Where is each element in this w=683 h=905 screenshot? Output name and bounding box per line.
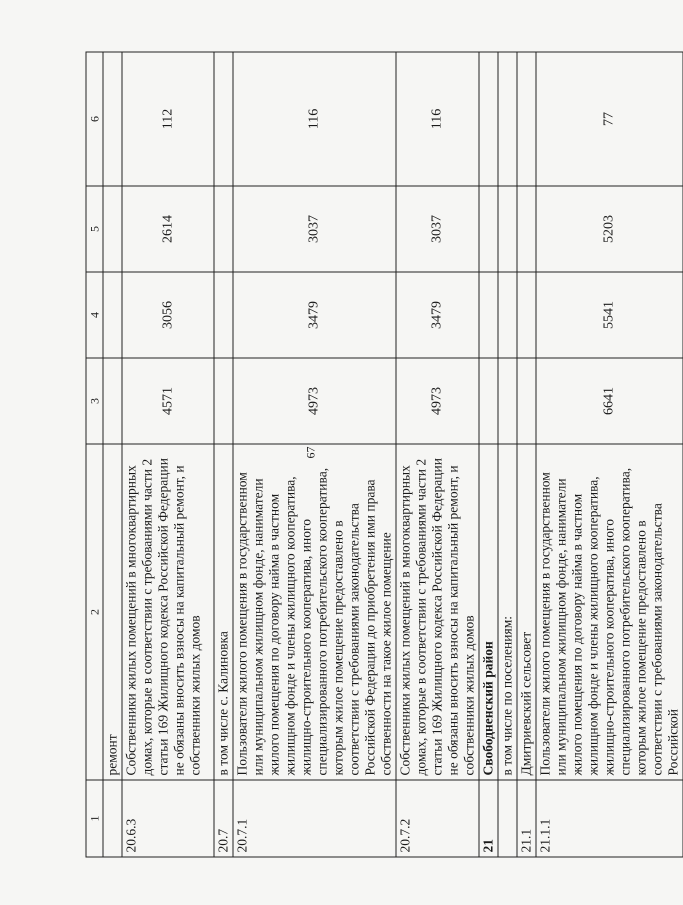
row-code: 21.1 (517, 780, 536, 857)
row-name: в том числе с. Калиновка (214, 444, 233, 780)
row-name: Пользователи жилого помещения в государственном или муниципальном жилищном фонде, наниматели жилого помещения по договору найма в частном жилищном фонде и члены жилищного кооператива, жилищно-строительного кооператива, иного специализированного потребительского кооператива, которым жилое помещение предоставлено в соответствии с требованиями законодательства Российской Федерации до приобретения ими права собственности на такое жилое помещение (233, 444, 396, 780)
header-cell: 3 (86, 358, 103, 444)
table-row (233, 52, 396, 857)
row-name: Собственники жилых помещений в многоквартирных домах, которые в соответствии с требованиями части 2 статьи 169 Жилищного кодекса Российской Федерации не обязаны вносить взносы на капитальный ремонт, и собственники жилых домов (122, 444, 214, 780)
row-value-4 (479, 272, 498, 358)
row-name: Собственники жилых помещений в многоквартирных домах, которые в соответствии с требованиями части 2 статьи 169 Жилищного кодекса Российской Федерации не обязаны вносить взносы на капитальный ремонт, и собственники жилых домов (396, 444, 479, 780)
row-value-5: 3037 (396, 186, 479, 272)
row-code: 20.7.1 (233, 780, 396, 857)
row-value-4: 3479 (396, 272, 479, 358)
row-code: 21.1.1 (536, 780, 683, 857)
row-value-3: 4973 (396, 358, 479, 444)
table-row (122, 52, 214, 857)
header-cell: 6 (86, 52, 103, 186)
header-cell: 5 (86, 186, 103, 272)
row-value-3: 4973 (233, 358, 396, 444)
table-row (517, 52, 536, 857)
row-value-4 (103, 272, 122, 358)
row-value-6: 112 (122, 52, 214, 186)
row-value-3 (517, 358, 536, 444)
table-row (103, 52, 122, 857)
table-row (396, 52, 479, 857)
row-value-3 (103, 358, 122, 444)
header-cell: 2 (86, 444, 103, 780)
row-value-5 (479, 186, 498, 272)
table-header-row (86, 52, 103, 857)
row-value-4: 3479 (233, 272, 396, 358)
row-code: 20.6.3 (122, 780, 214, 857)
row-value-6: 77 (536, 52, 683, 186)
row-value-4: 3056 (122, 272, 214, 358)
row-value-6 (498, 52, 517, 186)
row-value-3: 6641 (536, 358, 683, 444)
page-number: 67 (303, 446, 318, 459)
row-value-6 (479, 52, 498, 186)
tariff-table (85, 51, 683, 857)
header-cell: 4 (86, 272, 103, 358)
row-code (103, 780, 122, 857)
rotated-table-frame (85, 52, 680, 857)
row-name: ремонт (103, 444, 122, 780)
row-value-5: 2614 (122, 186, 214, 272)
row-value-3: 4571 (122, 358, 214, 444)
row-value-6: 116 (233, 52, 396, 186)
row-name: Свободненский район (479, 444, 498, 780)
row-value-5 (214, 186, 233, 272)
row-value-3 (479, 358, 498, 444)
row-value-5 (103, 186, 122, 272)
row-code: 21 (479, 780, 498, 857)
table-row (498, 52, 517, 857)
row-value-4 (214, 272, 233, 358)
row-value-3 (498, 358, 517, 444)
table-row (536, 52, 683, 857)
row-value-4: 5541 (536, 272, 683, 358)
row-name: Дмитриевский сельсовет (517, 444, 536, 780)
row-value-4 (498, 272, 517, 358)
row-name: в том числе по поселениям: (498, 444, 517, 780)
row-code: 20.7 (214, 780, 233, 857)
row-value-5 (498, 186, 517, 272)
table-row (214, 52, 233, 857)
row-name: Пользователи жилого помещения в государственном или муниципальном жилищном фонде, наниматели жилого помещения по договору найма в частном жилищном фонде и члены жилищного кооператива, жилищно-строительного кооператива, иного специализированного потребительского кооператива, которым жилое помещение предоставлено в соответствии с требованиями законодательства Российской (536, 444, 683, 780)
row-code (498, 780, 517, 857)
table-row-district (479, 52, 498, 857)
row-value-5 (517, 186, 536, 272)
row-value-4 (517, 272, 536, 358)
row-value-3 (214, 358, 233, 444)
row-value-6: 116 (396, 52, 479, 186)
row-value-5: 3037 (233, 186, 396, 272)
row-value-5: 5203 (536, 186, 683, 272)
row-code: 20.7.2 (396, 780, 479, 857)
header-cell: 1 (86, 780, 103, 857)
row-value-6 (214, 52, 233, 186)
row-value-6 (103, 52, 122, 186)
row-value-6 (517, 52, 536, 186)
